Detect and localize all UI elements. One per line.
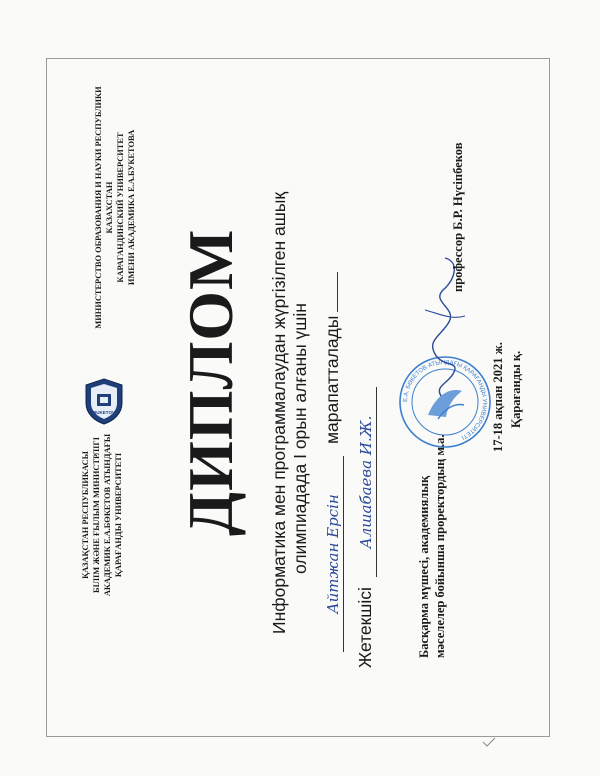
left-header [80, 390, 124, 640]
event-date: 17-18 ақпан 2021 ж. [491, 342, 505, 452]
svg-text:BUKETOV: BUKETOV [93, 410, 115, 415]
supervisor-label: Жетекшісі [355, 587, 375, 668]
left-header-line: БІЛІМ ЖӘНЕ ҒЫЛЫМ МИНИСТРЛІГІ [92, 437, 101, 593]
right-header-line: МИНИСТЕРСТВО ОБРАЗОВАНИЯ И НАУКИ РЕСПУБЛИКИ [94, 86, 103, 329]
position-line-2: мәселелер бойынша проректордың м.а. [433, 434, 447, 658]
right-header-line: ИМЕНИ АКАДЕМИКА Е.А.БУКЕТОВА [127, 129, 136, 286]
diploma-title: ДИПЛОМ [175, 228, 246, 536]
awardee-name: Айтжан Ерсін [324, 494, 342, 614]
stamp-ring-text: Е.А. БӨКЕТОВ АТЫНДАҒЫ ҚАРАҒАНДЫ УНИВЕРСИТЕТІ [402, 359, 488, 440]
left-header-line: ҚАЗАҚСТАН РЕСПУБЛИКАСЫ [81, 451, 90, 579]
body-line-2: олимпиадада I орын алғаны үшін [290, 303, 310, 574]
body-line-1: Информатика мен программалаудан жүргізілген ашық [269, 191, 289, 634]
signature [405, 250, 485, 400]
left-header-line: АКАДЕМИК Е.А.БӨКЕТОВ АТЫНДАҒЫ [103, 433, 112, 597]
university-logo [83, 377, 125, 425]
supervisor-row [355, 387, 377, 668]
right-header-line: КАРАГАНДИНСКИЙ УНИВЕРСИТЕТ [116, 132, 125, 283]
corner-mark [482, 736, 496, 748]
awarded-word: марапатталады [322, 315, 342, 444]
position-line-1: Басқарма мүшесі, академиялық [417, 475, 431, 658]
left-header-line: ҚАРАҒАНДЫ УНИВЕРСИТЕТІ [114, 452, 123, 578]
right-header-line: КАЗАХСТАН [105, 181, 114, 234]
awardee-row [322, 272, 344, 652]
right-header [93, 85, 137, 330]
event-city: Қарағанды қ. [509, 350, 523, 428]
signatory-name: профессор Б.Р. Нүсіпбеков [451, 142, 465, 292]
supervisor-name: Алшабаева И.Ж. [357, 415, 375, 549]
